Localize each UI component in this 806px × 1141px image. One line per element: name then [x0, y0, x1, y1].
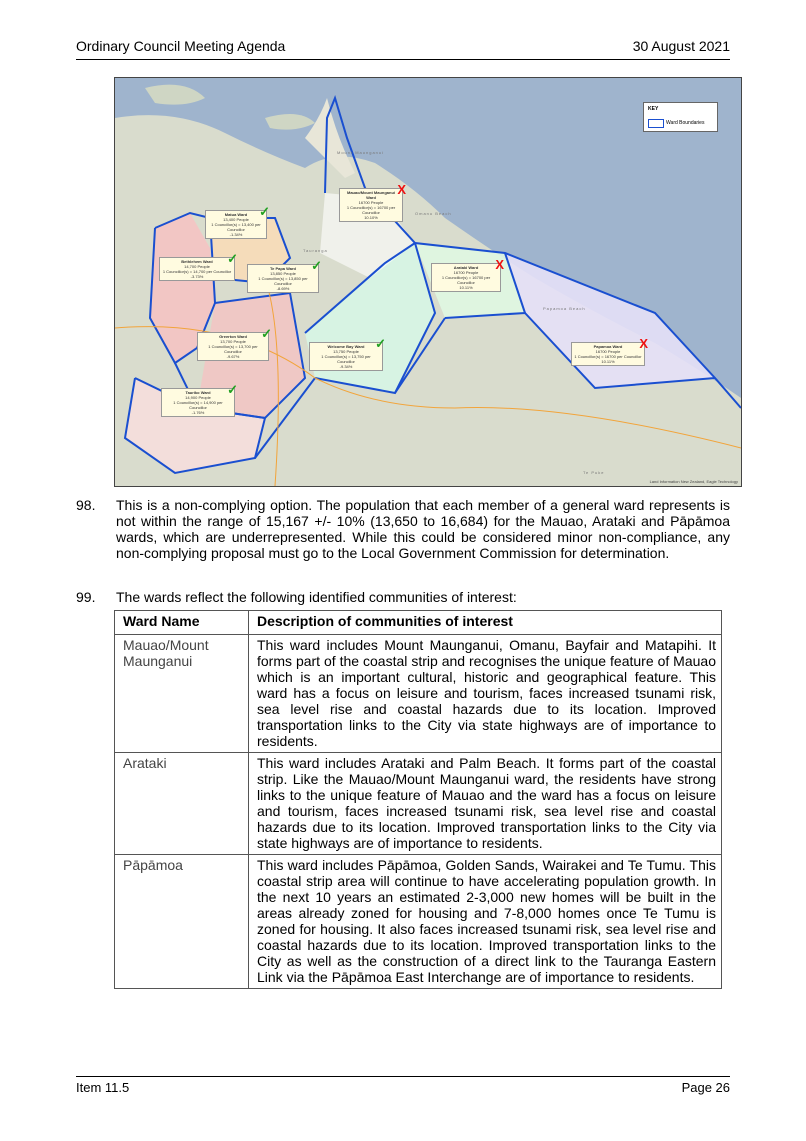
- place-label: Papamoa Beach: [543, 306, 586, 311]
- ward-description-cell: This ward includes Mount Maunganui, Omanu, Bayfair and Matapihi. It forms part of the coastal strip and recognises the unique feature of Mauao which is an important cultural, historic and geographical feature. This ward has a focus on leisure and tourism, faces increased tsunami risk, sea level rise and coastal hazards due to its location. Improved transportation links to the City via state highways are of importance to residents.: [249, 635, 722, 753]
- ward-description-cell: This ward includes Pāpāmoa, Golden Sands, Wairakei and Te Tumu. This coastal strip area will continue to have accelerating population growth. In the next 10 years an estimated 2-3,000 new homes will be built in the areas already zoned for housing and 7-8,000 homes once Te Tumu is zoned for housing. It also faces increased tsunami risk, sea level rise and coastal hazards due to its location. Improved transportation links to the City as well as the construction of a direct link to the Tauranga Eastern Link via the Pāpāmoa East Interchange are of importance to residents.: [249, 855, 722, 989]
- compliant-icon: ✓: [227, 382, 238, 397]
- header-rule: [76, 59, 730, 60]
- ward-label-tauriko: Tauriko Ward 14,900 People 1 Councillor(s) = 14,900 per Councillor -1.76% ✓: [161, 388, 235, 417]
- paragraph-number: 98.: [76, 497, 96, 513]
- compliant-icon: ✓: [375, 336, 386, 351]
- footer-rule: [76, 1076, 730, 1077]
- paragraph-text: This is a non-complying option. The population that each member of a general ward represents is not within the range of 15,167 +/- 10% (13,650 to 16,684) for the Mauao, Arataki and Pāpāmoa wards, which are underrepresented. While this could be considered minor non-compliance, any non-complying proposal must go to the Local Government Commission for determination.: [116, 497, 730, 561]
- ward-label-greerton: Greerton Ward 13,700 People 1 Councillor(s) = 13,700 per Councillor -9.67% ✓: [197, 332, 269, 361]
- noncompliant-icon: X: [495, 257, 504, 272]
- paragraph-99: [76, 589, 730, 607]
- communities-table: [114, 610, 722, 989]
- header-date: 30 August 2021: [632, 38, 730, 54]
- map-key: [643, 102, 718, 132]
- ward-boundary-swatch: [648, 119, 664, 128]
- place-label: Omanu Beach: [415, 211, 452, 216]
- ward-label-te-papa: Te Papa Ward 13,850 People 1 Councillor(s) = 13,850 per Councillor -8.69% ✓: [247, 264, 319, 293]
- footer-item: Item 11.5: [76, 1080, 130, 1095]
- column-header: Description of communities of interest: [249, 611, 722, 635]
- noncompliant-icon: X: [397, 182, 406, 197]
- map-key-title: KEY: [648, 106, 659, 112]
- place-label: Mount Maunganui: [337, 150, 385, 155]
- ward-name-cell: Mauao/Mount Maunganui: [115, 635, 249, 753]
- place-label: Te Puke: [583, 470, 605, 475]
- map-key-item: Ward Boundaries: [666, 120, 705, 126]
- ward-label-papamoa: Papamoa Ward 16700 People 1 Councillor(s) = 16700 per Councillor 10.11% X: [571, 342, 645, 366]
- footer-page: Page 26: [681, 1080, 730, 1095]
- column-header: Ward Name: [115, 611, 249, 635]
- ward-label-mauao: Mauao/Mount Maunganui Ward 16700 People 1 Councillor(s) = 16700 per Councillor 10.10% X: [339, 188, 403, 222]
- ward-name-cell: Arataki: [115, 753, 249, 855]
- compliant-icon: ✓: [259, 204, 270, 219]
- noncompliant-icon: X: [639, 336, 648, 351]
- compliant-icon: ✓: [261, 326, 272, 341]
- ward-label-arataki: Arataki Ward 16700 People 1 Councillor(s) = 16700 per Councillor 10.11% X: [431, 263, 501, 292]
- compliant-icon: ✓: [227, 251, 238, 266]
- compliant-icon: ✓: [311, 258, 322, 273]
- ward-description-cell: This ward includes Arataki and Palm Beach. It forms part of the coastal strip. Like the Mauao/Mount Maunganui ward, the residents have strong links to the unique feature of Mauao and the ward has a focus on leisure and tourism, faces increased tsunami risk, sea level rise and coastal hazards due to its location. Improved transportation links to the City via state highways are of importance to residents.: [249, 753, 722, 855]
- ward-label-welcome-bay: Welcome Bay Ward 13,750 People 1 Councillor(s) = 13,750 per Councillor -9.34% ✓: [309, 342, 383, 371]
- header-title: Ordinary Council Meeting Agenda: [76, 38, 286, 54]
- map-graphic: [115, 78, 741, 486]
- ward-label-bethlehem: Bethlehem Ward 14,700 People 1 Councillor(s) = 14,700 per Councillor -3.73% ✓: [159, 257, 235, 281]
- table-header-row: [115, 611, 722, 635]
- paragraph-text: The wards reflect the following identified communities of interest:: [116, 589, 517, 605]
- map-credit: Land Information New Zealand, Eagle Technology: [649, 479, 738, 484]
- table-row: [115, 855, 722, 989]
- place-label: Tauranga: [303, 248, 328, 253]
- table-row: [115, 635, 722, 753]
- table-row: [115, 753, 722, 855]
- ward-map: [114, 77, 742, 487]
- paragraph-98: [76, 497, 730, 577]
- paragraph-number: 99.: [76, 589, 96, 605]
- ward-name-cell: Pāpāmoa: [115, 855, 249, 989]
- ward-label-matua: Matua Ward 13,400 People 1 Councillor(s) = 13,400 per Councillor -1.34% ✓: [205, 210, 267, 239]
